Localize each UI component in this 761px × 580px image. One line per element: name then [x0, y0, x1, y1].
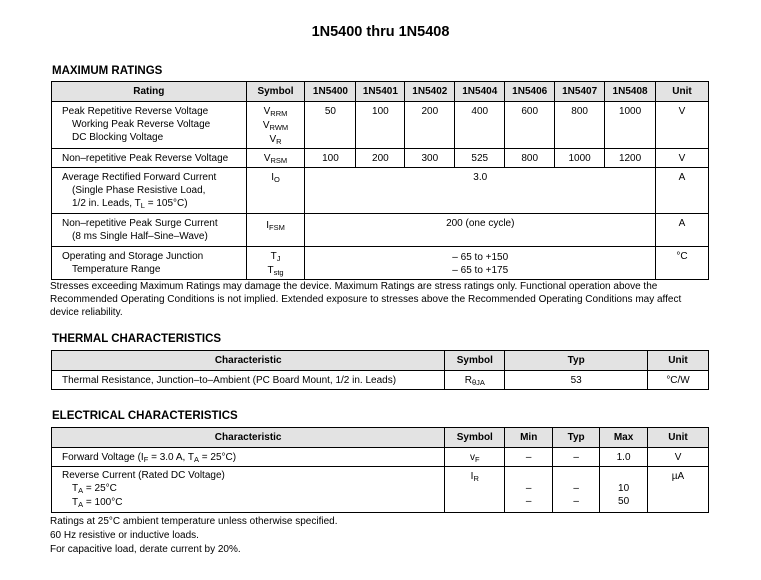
characteristic-cell: Forward Voltage ($I_F = 3.0$ A, $T_A = 25^\circ C$)	[52, 448, 445, 467]
symbol-cell: $R_{\theta JA}$	[445, 371, 505, 390]
col-header: 1N5402	[405, 82, 455, 102]
col-header: Rating	[52, 82, 247, 102]
value-cell: 200	[356, 149, 405, 168]
max-ratings-heading: MAXIMUM RATINGS	[52, 65, 163, 77]
unit-cell: µA	[648, 467, 709, 513]
table-row	[52, 247, 709, 280]
col-header: Unit	[648, 351, 709, 371]
table-row	[52, 467, 709, 513]
value-cell: 300	[405, 149, 455, 168]
table-row	[52, 149, 709, 168]
symbol-cell: $V_{RRM}$ $V_{RWM}$ $V_R$	[246, 102, 305, 149]
table-row	[52, 102, 709, 149]
col-header: Symbol	[246, 82, 305, 102]
col-header: Typ	[553, 428, 600, 448]
characteristic-cell: Thermal Resistance, Junction–to–Ambient (PC Board Mount, 1/2 in. Leads)	[52, 371, 445, 390]
table-row	[52, 371, 709, 390]
symbol-cell: $T_J$ $T_{stg}$	[246, 247, 305, 280]
electrical-table	[51, 427, 709, 513]
symbol-cell: $I_O$	[246, 168, 305, 214]
col-header: Characteristic	[52, 351, 445, 371]
symbol-cell: $v_F$	[445, 448, 505, 467]
unit-cell: A	[656, 168, 709, 214]
thermal-heading: THERMAL CHARACTERISTICS	[52, 333, 222, 345]
footnote: For capacitive load, derate current by 20%.	[50, 544, 241, 555]
col-header: Symbol	[445, 351, 505, 371]
footnotes	[50, 515, 337, 557]
electrical-heading: ELECTRICAL CHARACTERISTICS	[52, 410, 238, 422]
unit-cell: V	[656, 102, 709, 149]
col-header: Unit	[648, 428, 709, 448]
col-header: Min	[505, 428, 553, 448]
value-cell: 100	[305, 149, 356, 168]
unit-cell: °C/W	[648, 371, 709, 390]
table-row	[52, 214, 709, 247]
thermal-table	[51, 350, 709, 390]
max-ratings-table	[51, 81, 709, 280]
unit-cell: V	[648, 448, 709, 467]
value-cell: 50	[305, 102, 356, 149]
value-cell: – –	[505, 467, 553, 513]
rating-cell: Non–repetitive Peak Reverse Voltage	[52, 149, 247, 168]
col-header: Max	[600, 428, 648, 448]
value-cell: – 65 to +150 – 65 to +175	[305, 247, 656, 280]
value-cell: 53	[505, 371, 648, 390]
value-cell: 600	[505, 102, 555, 149]
col-header: Unit	[656, 82, 709, 102]
col-header: 1N5407	[555, 82, 605, 102]
value-cell: 525	[455, 149, 505, 168]
col-header: Characteristic	[52, 428, 445, 448]
value-cell: 3.0	[305, 168, 656, 214]
col-header: 1N5408	[605, 82, 656, 102]
value-cell: 1000	[555, 149, 605, 168]
value-cell: 800	[555, 102, 605, 149]
value-cell: 10 50	[600, 467, 648, 513]
value-cell: 200	[405, 102, 455, 149]
col-header: 1N5401	[356, 82, 405, 102]
value-cell: 200 (one cycle)	[305, 214, 656, 247]
rating-cell: Peak Repetitive Reverse Voltage Working Peak Reverse Voltage DC Blocking Voltage	[52, 102, 247, 149]
value-cell: 1.0	[600, 448, 648, 467]
footnote: Ratings at 25°C ambient temperature unless otherwise specified.	[50, 516, 338, 527]
rating-cell: Average Rectified Forward Current (Single Phase Resistive Load, 1/2 in. Leads, $T_L = 105^\circ C$)	[52, 168, 247, 214]
value-cell: –	[553, 448, 600, 467]
col-header: 1N5404	[455, 82, 505, 102]
value-cell: 1200	[605, 149, 656, 168]
table-row	[52, 448, 709, 467]
page-title: 1N5400 thru 1N5408	[311, 24, 450, 40]
col-header: 1N5406	[505, 82, 555, 102]
rating-cell: Operating and Storage Junction Temperature Range	[52, 247, 247, 280]
characteristic-cell: Reverse Current (Rated DC Voltage) $T_A = 25^\circ C$ $T_A = 100^\circ C$	[52, 467, 445, 513]
symbol-cell: $I_R$	[445, 467, 505, 513]
value-cell: 800	[505, 149, 555, 168]
table-row	[52, 168, 709, 214]
value-cell: – –	[553, 467, 600, 513]
rating-cell: Non–repetitive Peak Surge Current (8 ms Single Half–Sine–Wave)	[52, 214, 247, 247]
symbol-cell: $V_{RSM}$	[246, 149, 305, 168]
col-header: 1N5400	[305, 82, 356, 102]
max-ratings-note: Stresses exceeding Maximum Ratings may damage the device. Maximum Ratings are stress ratings only. Functional operation above the Recommended Operating Conditions is not implied. Extended exposure to stresses above the Recommended Operating Conditions may affect device reliability.	[50, 281, 682, 318]
unit-cell: °C	[656, 247, 709, 280]
footnote: 60 Hz resistive or inductive loads.	[50, 530, 199, 541]
col-header: Typ	[505, 351, 648, 371]
col-header: Symbol	[445, 428, 505, 448]
value-cell: –	[505, 448, 553, 467]
value-cell: 400	[455, 102, 505, 149]
unit-cell: A	[656, 214, 709, 247]
value-cell: 100	[356, 102, 405, 149]
value-cell: 1000	[605, 102, 656, 149]
symbol-cell: $I_{FSM}$	[246, 214, 305, 247]
unit-cell: V	[656, 149, 709, 168]
